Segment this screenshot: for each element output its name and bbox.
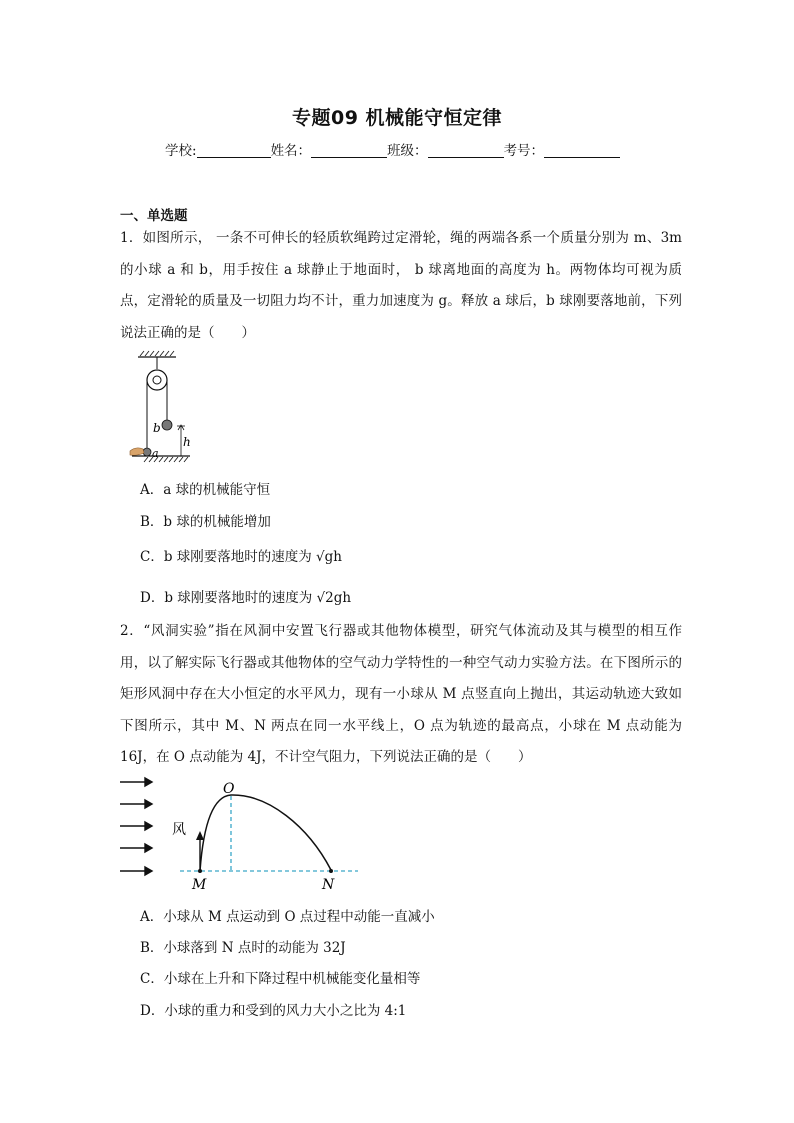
- hand-icon: [130, 448, 144, 455]
- ball-b: [162, 420, 172, 430]
- question-2-text: 2．“风洞实验”指在风洞中安置飞行器或其他物体模型，研究气体流动及其与模型的相互作用，以了解实际飞行器或其他物体的空气动力学特性的一种空气动力实验方法。在下图所示的矩形风洞中存在大小恒定的水平风力，现有一小球从 M 点竖直向上抛出，其运动轨迹大致如下图所示，其中 M、N 两点在同一水平线上，O 点为轨迹的最高点，小球在 M 点动能为 16J，在 O 点动能为 4J，不计空气阻力，下列说法正确的是（ ）: [120, 623, 682, 765]
- question-1-text: 1．如图所示， 一条不可伸长的轻质软绳跨过定滑轮，绳的两端各系一个质量分别为 m、3m 的小球 a 和 b，用手按住 a 球静止于地面时， b 球离地面的高度为 h。两物体均可视为质点，定滑轮的质量及一切阻力均不计，重力加速度为 g。释放 a 球后，b 球刚要落地前，下列说法正确的是（ ）: [120, 230, 682, 341]
- question-1-option-c[interactable]: C．b 球刚要落地时的速度为 √gh: [140, 549, 342, 565]
- label-wind: 风: [172, 822, 186, 838]
- question-2-option-d[interactable]: D．小球的重力和受到的风力大小之比为 4:1: [140, 1003, 407, 1019]
- question-1-figure: [128, 350, 196, 460]
- point-m: [198, 869, 202, 873]
- question-2-option-c[interactable]: C．小球在上升和下降过程中机械能变化量相等: [140, 971, 421, 987]
- page-title: 专题09 机械能守恒定律: [291, 107, 503, 129]
- wind-arrows: [120, 778, 152, 875]
- label-a: a: [152, 447, 159, 460]
- label-o: O: [223, 781, 235, 797]
- question-1-option-d[interactable]: D．b 球刚要落地时的速度为 √2gh: [140, 590, 352, 606]
- ball-a: [143, 448, 151, 456]
- question-2-option-a[interactable]: A．小球从 M 点运动到 O 点过程中动能一直减小: [140, 909, 435, 925]
- school-blank: [197, 143, 271, 158]
- label-n: N: [322, 877, 335, 893]
- exam-number-label: 考号：: [503, 143, 545, 159]
- class-label: 班级：: [387, 143, 428, 159]
- name-label: 姓名：: [270, 143, 312, 159]
- student-info-line: [165, 139, 620, 159]
- label-h: h: [183, 435, 191, 449]
- point-n: [329, 869, 333, 873]
- label-m: M: [192, 877, 207, 893]
- question-1-option-b[interactable]: B．b 球的机械能增加: [140, 514, 271, 530]
- pulley-axle: [153, 376, 161, 384]
- question-1-option-a[interactable]: A．a 球的机械能守恒: [140, 482, 271, 498]
- section-heading: 一、单选题: [120, 208, 188, 224]
- ground-hatch: [144, 457, 188, 462]
- exam-number-blank: [544, 143, 620, 158]
- trajectory-curve: [200, 795, 331, 871]
- school-label: 学校:: [165, 143, 197, 159]
- question-2-option-b[interactable]: B．小球落到 N 点时的动能为 32J: [140, 940, 346, 956]
- pulley-wheel: [147, 370, 167, 390]
- ceiling-hatch: [140, 351, 174, 356]
- label-b: b: [153, 421, 161, 435]
- name-blank: [311, 143, 387, 158]
- class-blank: [428, 143, 504, 158]
- question-2-figure: [118, 776, 368, 892]
